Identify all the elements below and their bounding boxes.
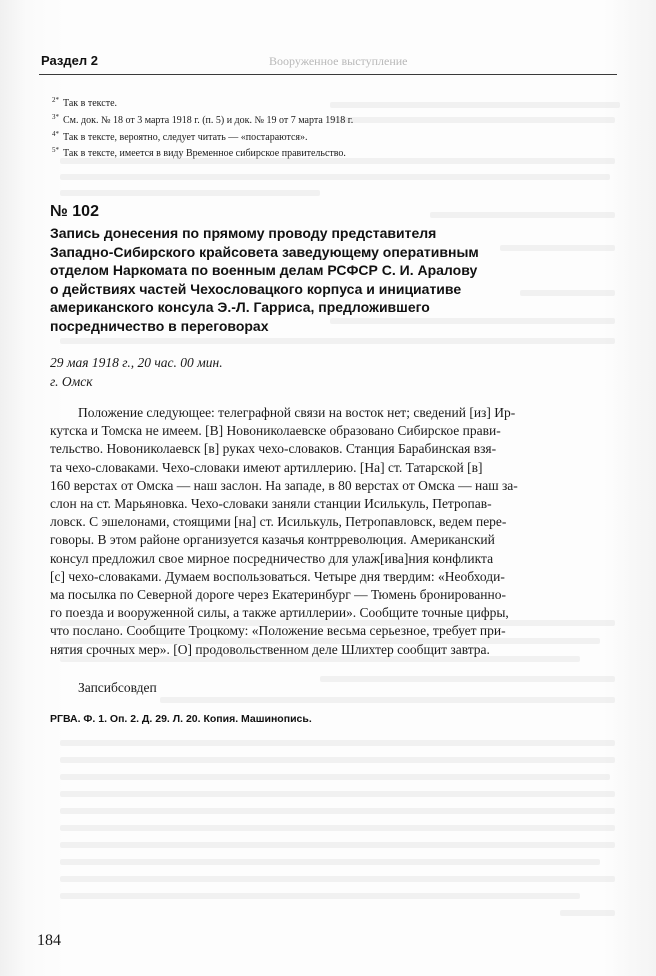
title-line: Западно-Сибирского крайсовета заведующему оперативным [50, 243, 479, 260]
footnote-text: См. док. № 18 от 3 марта 1918 г. (п. 5) и док. № 19 от 7 марта 1918 г. [63, 114, 354, 126]
footnote-mark: 4* [52, 129, 59, 138]
footnote-mark: 5* [52, 146, 59, 155]
section-label: Раздел 2 [41, 53, 98, 68]
document-date: 29 мая 1918 г., 20 час. 00 мин. [50, 355, 223, 370]
document-body [50, 404, 620, 659]
footnote [52, 144, 612, 161]
body-line: нятия срочных мер». [О] продовольственном деле Шлихтер сообщит завтра. [50, 641, 490, 657]
title-line: отделом Наркомата по военным делам РСФСР С. И. Аралову [50, 262, 478, 279]
footnote-mark: 2* [52, 96, 59, 104]
body-line: го поезда и вооруженной силы, а также артиллерии». Сообщите точные цифры, [50, 605, 509, 621]
document-title [50, 224, 620, 336]
footnote [52, 94, 612, 111]
footnote-text: Так в тексте, вероятно, следует читать — «постараются». [63, 131, 308, 143]
page-number: 184 [37, 932, 61, 949]
footnote [52, 128, 612, 145]
body-line: та чехо-словаками. Чехо-словаки имеют артиллерию. [На] ст. Татарской [в] [50, 459, 483, 475]
title-line: о действиях частей Чехословацкого корпуса и инициативе [50, 280, 462, 297]
body-line: кутска и Томска не имеем. [В] Новониколаевске образовано Сибирское прави- [50, 423, 501, 439]
archive-reference: РГВА. Ф. 1. Оп. 2. Д. 29. Л. 20. Копия. Машинопись. [50, 713, 312, 725]
body-line: ловск. С эшелонами, стоящими [на] ст. Исилькуль, Петропавловск, ведем пере- [50, 514, 507, 530]
title-line: посредничество в переговорах [50, 317, 269, 334]
body-line: Положение следующее: телеграфной связи на восток нет; сведений [из] Ир- [78, 405, 516, 420]
page-header [39, 50, 617, 75]
footnotes [52, 94, 612, 161]
body-line: слон на ст. Марьяновка. Чехо-словаки заняли станции Исилькуль, Петропав- [50, 496, 492, 512]
body-line: [с] чехо-словаками. Думаем воспользоваться. Четыре дня твердим: «Необходи- [50, 568, 505, 584]
footnote [52, 111, 612, 128]
body-line: говоры. В этом районе организуется казачья контрреволюция. Американский [50, 532, 495, 548]
body-line: что послано. Сообщите Троцкому: «Положение весьма серьезное, требует при- [50, 623, 506, 639]
signature: Запсибсовдеп [78, 680, 157, 695]
body-line: тельство. Новониколаевск [в] руках чехо-словаков. Станция Барабинская взя- [50, 441, 497, 457]
footnote-mark: 3* [52, 112, 59, 121]
running-head-bleed: Вооруженное выступление [269, 54, 408, 68]
document-number: № 102 [50, 203, 99, 220]
title-line: Запись донесения по прямому проводу представителя [50, 225, 437, 241]
body-line: консул предложил свое мирное посредничество для улаж[ива]ния конфликта [50, 550, 494, 566]
footnote-text: Так в тексте. [63, 98, 118, 109]
footnote-text: Так в тексте, имеется в виду Временное сибирское правительство. [63, 148, 346, 160]
body-line: 160 верстах от Омска — наш заслон. На западе, в 80 верстах от Омска — наш за- [50, 477, 518, 493]
title-line: американского консула Э.-Л. Гарриса, предложившего [50, 299, 430, 316]
document-place: г. Омск [50, 374, 93, 389]
body-line: ма посылка по Северной дороге через Екатеринбург — Тюмень бронированно- [50, 587, 506, 603]
